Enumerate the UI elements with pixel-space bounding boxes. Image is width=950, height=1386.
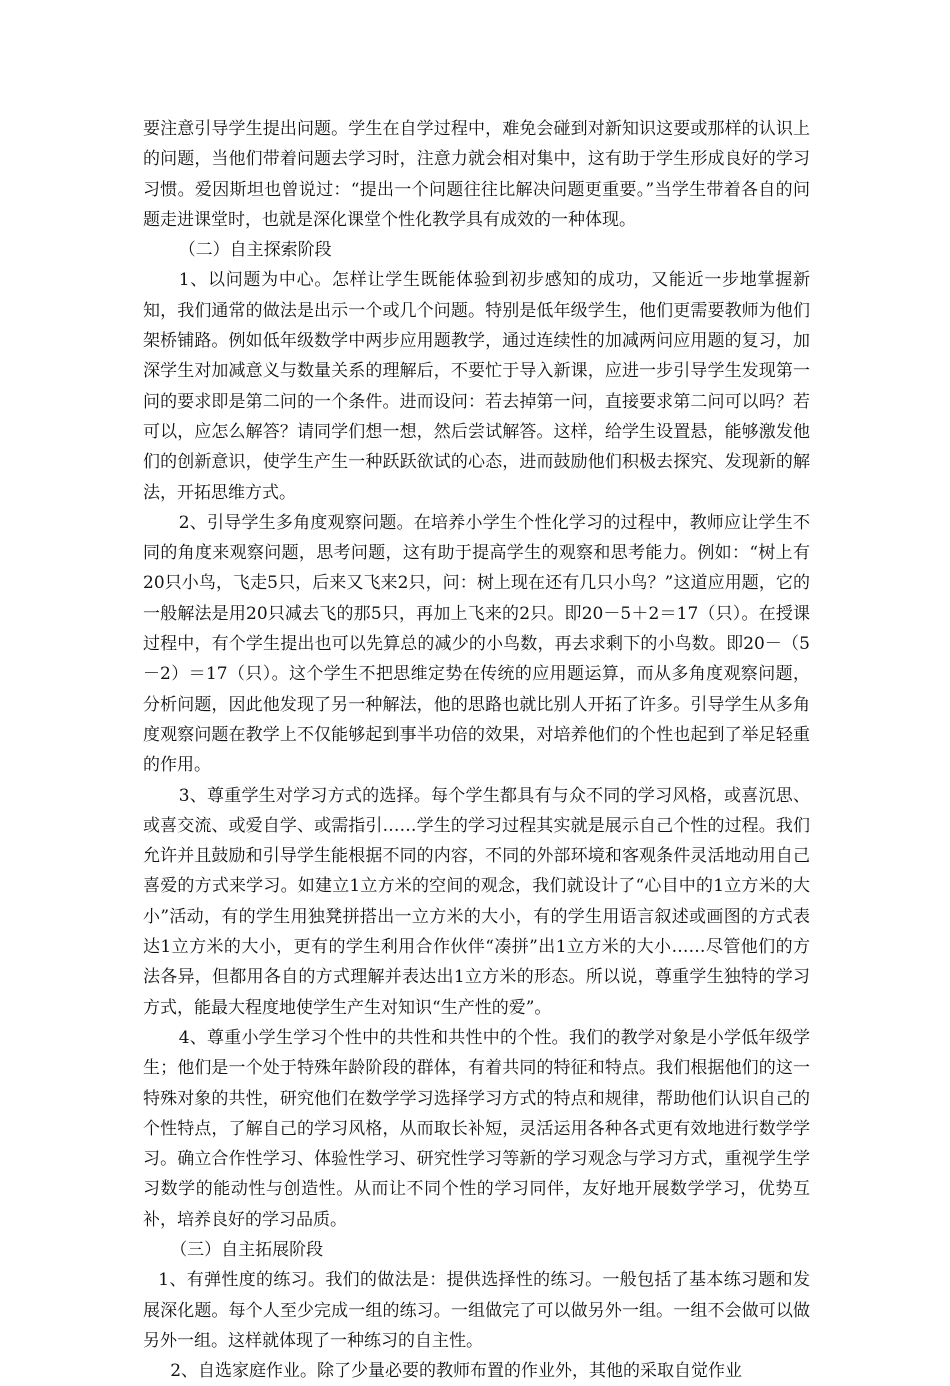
section-heading-3: （三）自主拓展阶段 bbox=[170, 1239, 324, 1260]
section-heading-2: （二）自主探索阶段 bbox=[178, 240, 332, 261]
paragraph-2-1: 1、以问题为中心。怎样让学生既能体验到初步感知的成功，又能近一步地掌握新知，我们通常的做法是出示一个或几个问题。特别是低年级学生，他们更需要教师为他们架桥铺路。例如低年级数学中两步应用题教学，通过连续性的加减两问应用题的复习，加深学生对加减意义与数量关系的理解后，不要忙于导入新课，应进一步引导学生发现第一问的要求即是第二问的一个条件。进而设问：若去掉第一问，直接要求第二问可以吗？若可以，应怎么解答？请同学们想一想，然后尝试解答。这样，给学生设置悬，能够激发他们的创新意识，使学生产生一种跃跃欲试的心态，进而鼓励他们积极去探究、发现新的解法，开拓思维方式。 bbox=[143, 270, 810, 503]
paragraph-2-2: 2、引导学生多角度观察问题。在培养小学生个性化学习的过程中，教师应让学生不同的角度来观察问题，思考问题，这有助于提高学生的观察和思考能力。例如：“树上有20只小鸟，飞走5只，后来又飞来2只，问：树上现在还有几只小鸟？”这道应用题，它的一般解法是用20只减去飞的那5只，再加上飞来的2只。即20－5＋2＝17（只）。在授课过程中，有个学生提出也可以先算总的减少的小鸟数，再去求剩下的小鸟数。即20－（5－2）＝17（只）。这个学生不把思维定势在传统的应用题运算，而从多角度观察问题，分析问题，因此他发现了另一种解法，他的思路也就比别人开拓了许多。引导学生从多角度观察问题在教学上不仅能够起到事半功倍的效果，对培养他们的个性也起到了举足轻重的作用。 bbox=[143, 512, 810, 776]
paragraph-2-4: 4、尊重小学生学习个性中的共性和共性中的个性。我们的教学对象是小学低年级学生；他们是一个处于特殊年龄阶段的群体，有着共同的特征和特点。我们根据他们的这一特殊对象的共性，研究他们在数学学习选择学习方式的特点和规律，帮助他们认识自己的个性特点，了解自己的学习风格，从而取长补短，灵活运用各种各式更有效地进行数学学习。确立合作性学习、体验性学习、研究性学习等新的学习观念与学习方式，重视学生学习数学的能动性与创造性。从而让不同个性的学习同伴，友好地开展数学学习，优势互补，培养良好的学习品质。 bbox=[143, 1027, 810, 1230]
paragraph-2-3: 3、尊重学生对学习方式的选择。每个学生都具有与众不同的学习风格，或喜沉思、或喜交流、或爱自学、或需指引……学生的学习过程其实就是展示自己个性的过程。我们允许并且鼓励和引导学生能根据不同的内容，不同的外部环境和客观条件灵活地动用自己喜爱的方式来学习。如建立1立方米的空间的观念，我们就设计了“心目中的1立方米的大小”活动，有的学生用独凳拼搭出一立方米的大小，有的学生用语言叙述或画图的方式表达1立方米的大小，更有的学生利用合作伙伴“凑拼”出1立方米的大小……尽管他们的方法各异，但都用各自的方式理解并表达出1立方米的形态。所以说，尊重学生独特的学习方式，能最大程度地使学生产生对知识“生产性的爱”。 bbox=[143, 785, 810, 1018]
paragraph-intro: 要注意引导学生提出问题。学生在自学过程中，难免会碰到对新知识这要或那样的认识上的问题，当他们带着问题去学习时，注意力就会相对集中，这有助于学生形成良好的学习习惯。爱因斯坦也曾说过：“提出一个问题往往比解决问题更重要。”当学生带着各自的问题走进课堂时，也就是深化课堂个性化教学具有成效的一种体现。 bbox=[143, 119, 810, 230]
paragraph-3-2: 2、自选家庭作业。除了少量必要的教师布置的作业外，其他的采取自觉作业 bbox=[170, 1361, 743, 1382]
paragraph-3-1: 1、有弹性度的练习。我们的做法是：提供选择性的练习。一般包括了基本练习题和发展深化题。每个人至少完成一组的练习。一组做完了可以做另外一组。一组不会做可以做另外一组。这样就体现了一种练习的自主性。 bbox=[143, 1270, 810, 1351]
document-body bbox=[143, 114, 810, 1386]
